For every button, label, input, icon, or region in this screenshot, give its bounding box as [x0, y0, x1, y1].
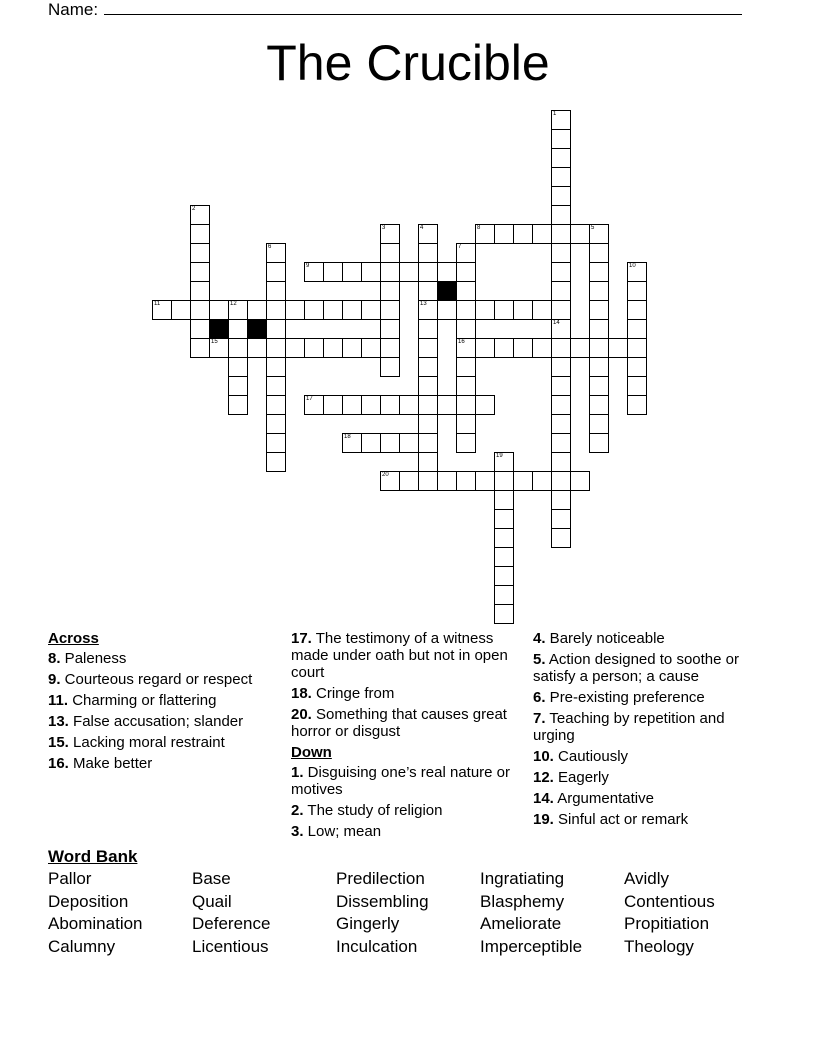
grid-cell[interactable]: [589, 357, 609, 377]
grid-cell[interactable]: [228, 319, 248, 339]
grid-cell[interactable]: [418, 395, 438, 415]
word-bank-item: Theology: [624, 936, 694, 956]
grid-cell[interactable]: [418, 338, 438, 358]
grid-cell[interactable]: [589, 262, 609, 282]
grid-cell[interactable]: [418, 281, 438, 301]
grid-cell[interactable]: [551, 471, 571, 491]
grid-cell[interactable]: [304, 338, 324, 358]
grid-cell[interactable]: [589, 243, 609, 263]
grid-cell[interactable]: [627, 281, 647, 301]
grid-cell[interactable]: [418, 452, 438, 472]
clue-number: 9: [306, 263, 310, 269]
clue-num: 6.: [533, 689, 546, 706]
grid-cell[interactable]: [627, 395, 647, 415]
grid-cell[interactable]: [361, 262, 381, 282]
clue-text: Action designed to soothe or satisfy a person; a cause: [533, 651, 739, 685]
grid-cell[interactable]: [456, 471, 476, 491]
clue-number: 17: [306, 396, 313, 402]
down-clue: [291, 823, 516, 840]
black-cell: [437, 281, 457, 301]
grid-cell[interactable]: [285, 300, 305, 320]
grid-cell[interactable]: [418, 319, 438, 339]
across-clue: [291, 630, 516, 681]
grid-cell[interactable]: [551, 300, 571, 320]
grid-cell[interactable]: [475, 471, 495, 491]
clue-text: Cautiously: [553, 748, 629, 765]
clue-num: 1.: [291, 764, 304, 781]
clue-num: 3.: [291, 823, 304, 840]
word-bank-item: Deposition: [48, 891, 129, 911]
grid-cell[interactable]: [551, 186, 571, 206]
grid-cell[interactable]: [418, 433, 438, 453]
name-label: Name:: [48, 0, 99, 19]
grid-cell[interactable]: [532, 471, 552, 491]
clue-text: Courteous regard or respect: [60, 671, 253, 688]
clue-text: Charming or flattering: [68, 692, 217, 709]
across-clue: [291, 706, 516, 740]
grid-cell[interactable]: [266, 281, 286, 301]
grid-cell[interactable]: [190, 338, 210, 358]
clue-num: 8.: [48, 650, 61, 667]
grid-cell[interactable]: [513, 471, 533, 491]
clue-num: 7.: [533, 710, 546, 727]
clue-text: False accusation; slander: [68, 713, 244, 730]
clue-num: 12.: [533, 769, 554, 786]
grid-cell[interactable]: [589, 281, 609, 301]
grid-cell[interactable]: [494, 528, 514, 548]
grid-cell[interactable]: [304, 262, 324, 282]
grid-cell[interactable]: [589, 414, 609, 434]
grid-cell[interactable]: [418, 262, 438, 282]
word-bank-item: Predilection: [336, 869, 425, 888]
word-bank-title: Word Bank: [48, 847, 138, 866]
grid-cell[interactable]: [304, 300, 324, 320]
grid-cell[interactable]: [627, 357, 647, 377]
clue-num: 14.: [533, 790, 554, 807]
grid-cell[interactable]: [418, 357, 438, 377]
across-clue: [48, 713, 273, 730]
grid-cell[interactable]: [266, 357, 286, 377]
grid-cell[interactable]: [342, 338, 362, 358]
grid-cell[interactable]: [380, 224, 400, 244]
grid-cell[interactable]: [494, 471, 514, 491]
down-header: Down: [291, 744, 332, 761]
grid-cell[interactable]: [494, 509, 514, 529]
grid-cell[interactable]: [323, 300, 343, 320]
grid-cell[interactable]: [418, 243, 438, 263]
grid-cell[interactable]: [551, 167, 571, 187]
clue-number: 2: [192, 206, 196, 212]
grid-cell[interactable]: [551, 205, 571, 225]
clue-num: 16.: [48, 755, 69, 772]
down-clue: [533, 651, 763, 685]
grid-cell[interactable]: [418, 224, 438, 244]
grid-cell[interactable]: [380, 319, 400, 339]
grid-cell[interactable]: [361, 338, 381, 358]
word-bank-item: Gingerly: [336, 914, 400, 933]
clue-text: Sinful act or remark: [553, 811, 689, 828]
grid-cell[interactable]: [475, 224, 495, 244]
down-clue: [533, 811, 763, 828]
grid-cell[interactable]: [456, 319, 476, 339]
clue-text: Low; mean: [303, 823, 382, 840]
across-clue: [48, 650, 273, 667]
black-cell: [209, 319, 229, 339]
grid-cell[interactable]: [190, 300, 210, 320]
grid-cell[interactable]: [342, 262, 362, 282]
clue-text: Teaching by repetition and urging: [533, 710, 725, 744]
clue-number: 18: [344, 434, 351, 440]
grid-cell[interactable]: [475, 300, 495, 320]
clue-text: Paleness: [60, 650, 127, 667]
grid-cell[interactable]: [627, 262, 647, 282]
grid-cell[interactable]: [323, 338, 343, 358]
clue-number: 12: [230, 301, 237, 307]
grid-cell[interactable]: [608, 338, 628, 358]
word-bank-item: Pallor: [48, 869, 92, 888]
grid-cell[interactable]: [342, 300, 362, 320]
word-bank-item: Inculcation: [336, 936, 418, 956]
grid-cell[interactable]: [247, 300, 267, 320]
word-bank-item: Ingratiating: [480, 869, 565, 888]
clue-number: 14: [553, 320, 560, 326]
grid-cell[interactable]: [589, 300, 609, 320]
grid-cell[interactable]: [418, 414, 438, 434]
clue-number: 1: [553, 111, 557, 117]
grid-cell[interactable]: [532, 300, 552, 320]
grid-cell[interactable]: [551, 262, 571, 282]
grid-cell[interactable]: [380, 395, 400, 415]
grid-cell[interactable]: [323, 395, 343, 415]
clue-text: Make better: [68, 755, 153, 772]
grid-cell[interactable]: [551, 224, 571, 244]
word-bank-item: Licentious: [192, 936, 269, 956]
grid-cell[interactable]: [228, 300, 248, 320]
grid-cell[interactable]: [494, 604, 514, 624]
grid-cell[interactable]: [456, 338, 476, 358]
grid-cell[interactable]: [380, 433, 400, 453]
down-clue: [291, 802, 516, 819]
clue-number: 8: [477, 225, 481, 231]
grid-cell[interactable]: [380, 243, 400, 263]
across-clue: [48, 692, 273, 709]
clue-num: 2.: [291, 802, 304, 819]
grid-cell[interactable]: [551, 376, 571, 396]
grid-cell[interactable]: [437, 262, 457, 282]
grid-cell[interactable]: [494, 547, 514, 567]
grid-cell[interactable]: [190, 281, 210, 301]
grid-cell[interactable]: [266, 243, 286, 263]
down-clue: [533, 769, 763, 786]
grid-cell[interactable]: [589, 224, 609, 244]
clue-number: 15: [211, 339, 218, 345]
grid-cell[interactable]: [627, 300, 647, 320]
grid-cell[interactable]: [266, 319, 286, 339]
across-header: Across: [48, 630, 99, 647]
grid-cell[interactable]: [551, 490, 571, 510]
grid-cell[interactable]: [361, 433, 381, 453]
grid-cell[interactable]: [380, 262, 400, 282]
grid-cell[interactable]: [456, 243, 476, 263]
grid-cell[interactable]: [228, 376, 248, 396]
across-clue: [48, 755, 273, 772]
grid-cell[interactable]: [380, 357, 400, 377]
grid-cell[interactable]: [532, 224, 552, 244]
grid-cell[interactable]: [456, 433, 476, 453]
clue-text: The testimony of a witness made under oath but not in open court: [291, 630, 508, 681]
grid-cell[interactable]: [494, 585, 514, 605]
grid-cell[interactable]: [380, 338, 400, 358]
grid-cell[interactable]: [551, 110, 571, 130]
grid-cell[interactable]: [190, 243, 210, 263]
grid-cell[interactable]: [532, 338, 552, 358]
clue-number: 11: [154, 301, 161, 307]
across-clue: [48, 671, 273, 688]
grid-cell[interactable]: [418, 376, 438, 396]
grid-cell[interactable]: [551, 357, 571, 377]
clue-number: 6: [268, 244, 272, 250]
clue-text: The study of religion: [303, 802, 443, 819]
grid-cell[interactable]: [513, 224, 533, 244]
grid-cell[interactable]: [228, 338, 248, 358]
clue-text: Eagerly: [553, 769, 609, 786]
down-clue: [291, 764, 516, 798]
clue-num: 4.: [533, 630, 546, 647]
grid-cell[interactable]: [171, 300, 191, 320]
across-clue: [48, 734, 273, 751]
grid-cell[interactable]: [551, 528, 571, 548]
clue-number: 10: [629, 263, 636, 269]
grid-cell[interactable]: [380, 281, 400, 301]
across-clue: [291, 685, 516, 702]
black-cell: [247, 319, 267, 339]
grid-cell[interactable]: [494, 224, 514, 244]
clue-num: 9.: [48, 671, 61, 688]
grid-cell[interactable]: [399, 433, 419, 453]
grid-cell[interactable]: [456, 281, 476, 301]
grid-cell[interactable]: [266, 376, 286, 396]
grid-cell[interactable]: [494, 452, 514, 472]
clue-number: 20: [382, 472, 389, 478]
down-clue: [533, 790, 763, 807]
grid-cell[interactable]: [456, 395, 476, 415]
grid-cell[interactable]: [380, 471, 400, 491]
grid-cell[interactable]: [551, 338, 571, 358]
grid-cell[interactable]: [551, 319, 571, 339]
clue-number: 4: [420, 225, 424, 231]
grid-cell[interactable]: [380, 300, 400, 320]
word-bank-item: Contentious: [624, 891, 715, 911]
clue-number: 19: [496, 453, 503, 459]
clue-num: 13.: [48, 713, 69, 730]
grid-cell[interactable]: [570, 224, 590, 244]
down-clue: [533, 630, 763, 647]
grid-cell[interactable]: [456, 262, 476, 282]
grid-cell[interactable]: [513, 338, 533, 358]
grid-cell[interactable]: [551, 148, 571, 168]
word-bank-item: Dissembling: [336, 891, 429, 911]
grid-cell[interactable]: [494, 300, 514, 320]
clue-num: 10.: [533, 748, 554, 765]
word-bank-item: Calumny: [48, 936, 116, 956]
word-bank-item: Quail: [192, 891, 232, 911]
grid-cell[interactable]: [456, 414, 476, 434]
grid-cell[interactable]: [551, 452, 571, 472]
grid-cell[interactable]: [190, 262, 210, 282]
word-bank-item: Base: [192, 869, 231, 888]
grid-cell[interactable]: [551, 243, 571, 263]
grid-cell[interactable]: [475, 338, 495, 358]
grid-cell[interactable]: [304, 395, 324, 415]
clue-number: 3: [382, 225, 386, 231]
clue-text: Cringe from: [311, 685, 395, 702]
word-bank-item: Ameliorate: [480, 914, 562, 933]
grid-cell[interactable]: [456, 300, 476, 320]
clue-num: 15.: [48, 734, 69, 751]
grid-cell[interactable]: [456, 357, 476, 377]
grid-cell[interactable]: [247, 338, 267, 358]
clue-num: 20.: [291, 706, 312, 723]
grid-cell[interactable]: [399, 471, 419, 491]
grid-cell[interactable]: [190, 205, 210, 225]
grid-cell[interactable]: [266, 433, 286, 453]
clue-number: 16: [458, 339, 465, 345]
grid-cell[interactable]: [589, 433, 609, 453]
grid-cell[interactable]: [437, 395, 457, 415]
clue-text: Something that causes great horror or disgust: [291, 706, 507, 740]
clue-num: 18.: [291, 685, 312, 702]
grid-cell[interactable]: [190, 224, 210, 244]
grid-cell[interactable]: [627, 338, 647, 358]
clue-num: 5.: [533, 651, 546, 668]
word-bank-item: Deference: [192, 914, 271, 933]
grid-cell[interactable]: [342, 433, 362, 453]
grid-cell[interactable]: [209, 338, 229, 358]
clue-text: Barely noticeable: [545, 630, 665, 647]
grid-cell[interactable]: [399, 395, 419, 415]
clue-num: 11.: [48, 692, 69, 709]
clue-num: 17.: [291, 630, 312, 647]
grid-cell[interactable]: [589, 395, 609, 415]
grid-cell[interactable]: [209, 300, 229, 320]
grid-cell[interactable]: [551, 395, 571, 415]
grid-cell[interactable]: [589, 376, 609, 396]
down-clue: [533, 689, 763, 706]
grid-cell[interactable]: [494, 490, 514, 510]
clue-number: 5: [591, 225, 595, 231]
grid-cell[interactable]: [266, 262, 286, 282]
clue-column-2: [291, 630, 516, 844]
clue-number: 13: [420, 301, 427, 307]
grid-cell[interactable]: [627, 319, 647, 339]
clue-text: Lacking moral restraint: [68, 734, 225, 751]
grid-cell[interactable]: [456, 376, 476, 396]
grid-cell[interactable]: [513, 300, 533, 320]
word-bank-item: Blasphemy: [480, 891, 565, 911]
grid-cell[interactable]: [285, 338, 305, 358]
grid-cell[interactable]: [361, 300, 381, 320]
grid-cell[interactable]: [266, 414, 286, 434]
grid-cell[interactable]: [152, 300, 172, 320]
grid-cell[interactable]: [190, 319, 210, 339]
grid-cell[interactable]: [266, 300, 286, 320]
grid-cell[interactable]: [437, 300, 457, 320]
grid-cell[interactable]: [228, 357, 248, 377]
grid-cell[interactable]: [551, 281, 571, 301]
grid-cell[interactable]: [437, 471, 457, 491]
down-clue: [533, 748, 763, 765]
grid-cell[interactable]: [228, 395, 248, 415]
grid-cell[interactable]: [266, 452, 286, 472]
clue-column-3: [533, 630, 763, 832]
clue-text: Pre-existing preference: [545, 689, 705, 706]
word-bank-item: Avidly: [624, 869, 670, 888]
clue-text: Disguising one’s real nature or motives: [291, 764, 511, 798]
grid-cell[interactable]: [570, 471, 590, 491]
grid-cell[interactable]: [418, 471, 438, 491]
clue-num: 19.: [533, 811, 554, 828]
word-bank-item: Abomination: [48, 914, 143, 933]
grid-cell[interactable]: [494, 566, 514, 586]
grid-cell[interactable]: [589, 319, 609, 339]
grid-cell[interactable]: [551, 414, 571, 434]
grid-cell[interactable]: [494, 338, 514, 358]
grid-cell[interactable]: [399, 262, 419, 282]
clue-number: 7: [458, 244, 462, 250]
clue-text: Argumentative: [553, 790, 654, 807]
grid-cell[interactable]: [589, 338, 609, 358]
grid-cell[interactable]: [342, 395, 362, 415]
grid-cell[interactable]: [418, 300, 438, 320]
down-clue: [533, 710, 763, 744]
grid-cell[interactable]: [323, 262, 343, 282]
grid-cell[interactable]: [627, 376, 647, 396]
clue-column-1: [48, 630, 273, 776]
grid-cell[interactable]: [266, 338, 286, 358]
grid-cell[interactable]: [475, 395, 495, 415]
word-bank-item: Propitiation: [624, 914, 710, 933]
grid-cell[interactable]: [551, 433, 571, 453]
word-bank-item: Imperceptible: [480, 936, 583, 956]
grid-cell[interactable]: [361, 395, 381, 415]
page-title: The Crucible: [266, 35, 550, 91]
grid-cell[interactable]: [551, 509, 571, 529]
grid-cell[interactable]: [551, 129, 571, 149]
grid-cell[interactable]: [266, 395, 286, 415]
grid-cell[interactable]: [570, 338, 590, 358]
